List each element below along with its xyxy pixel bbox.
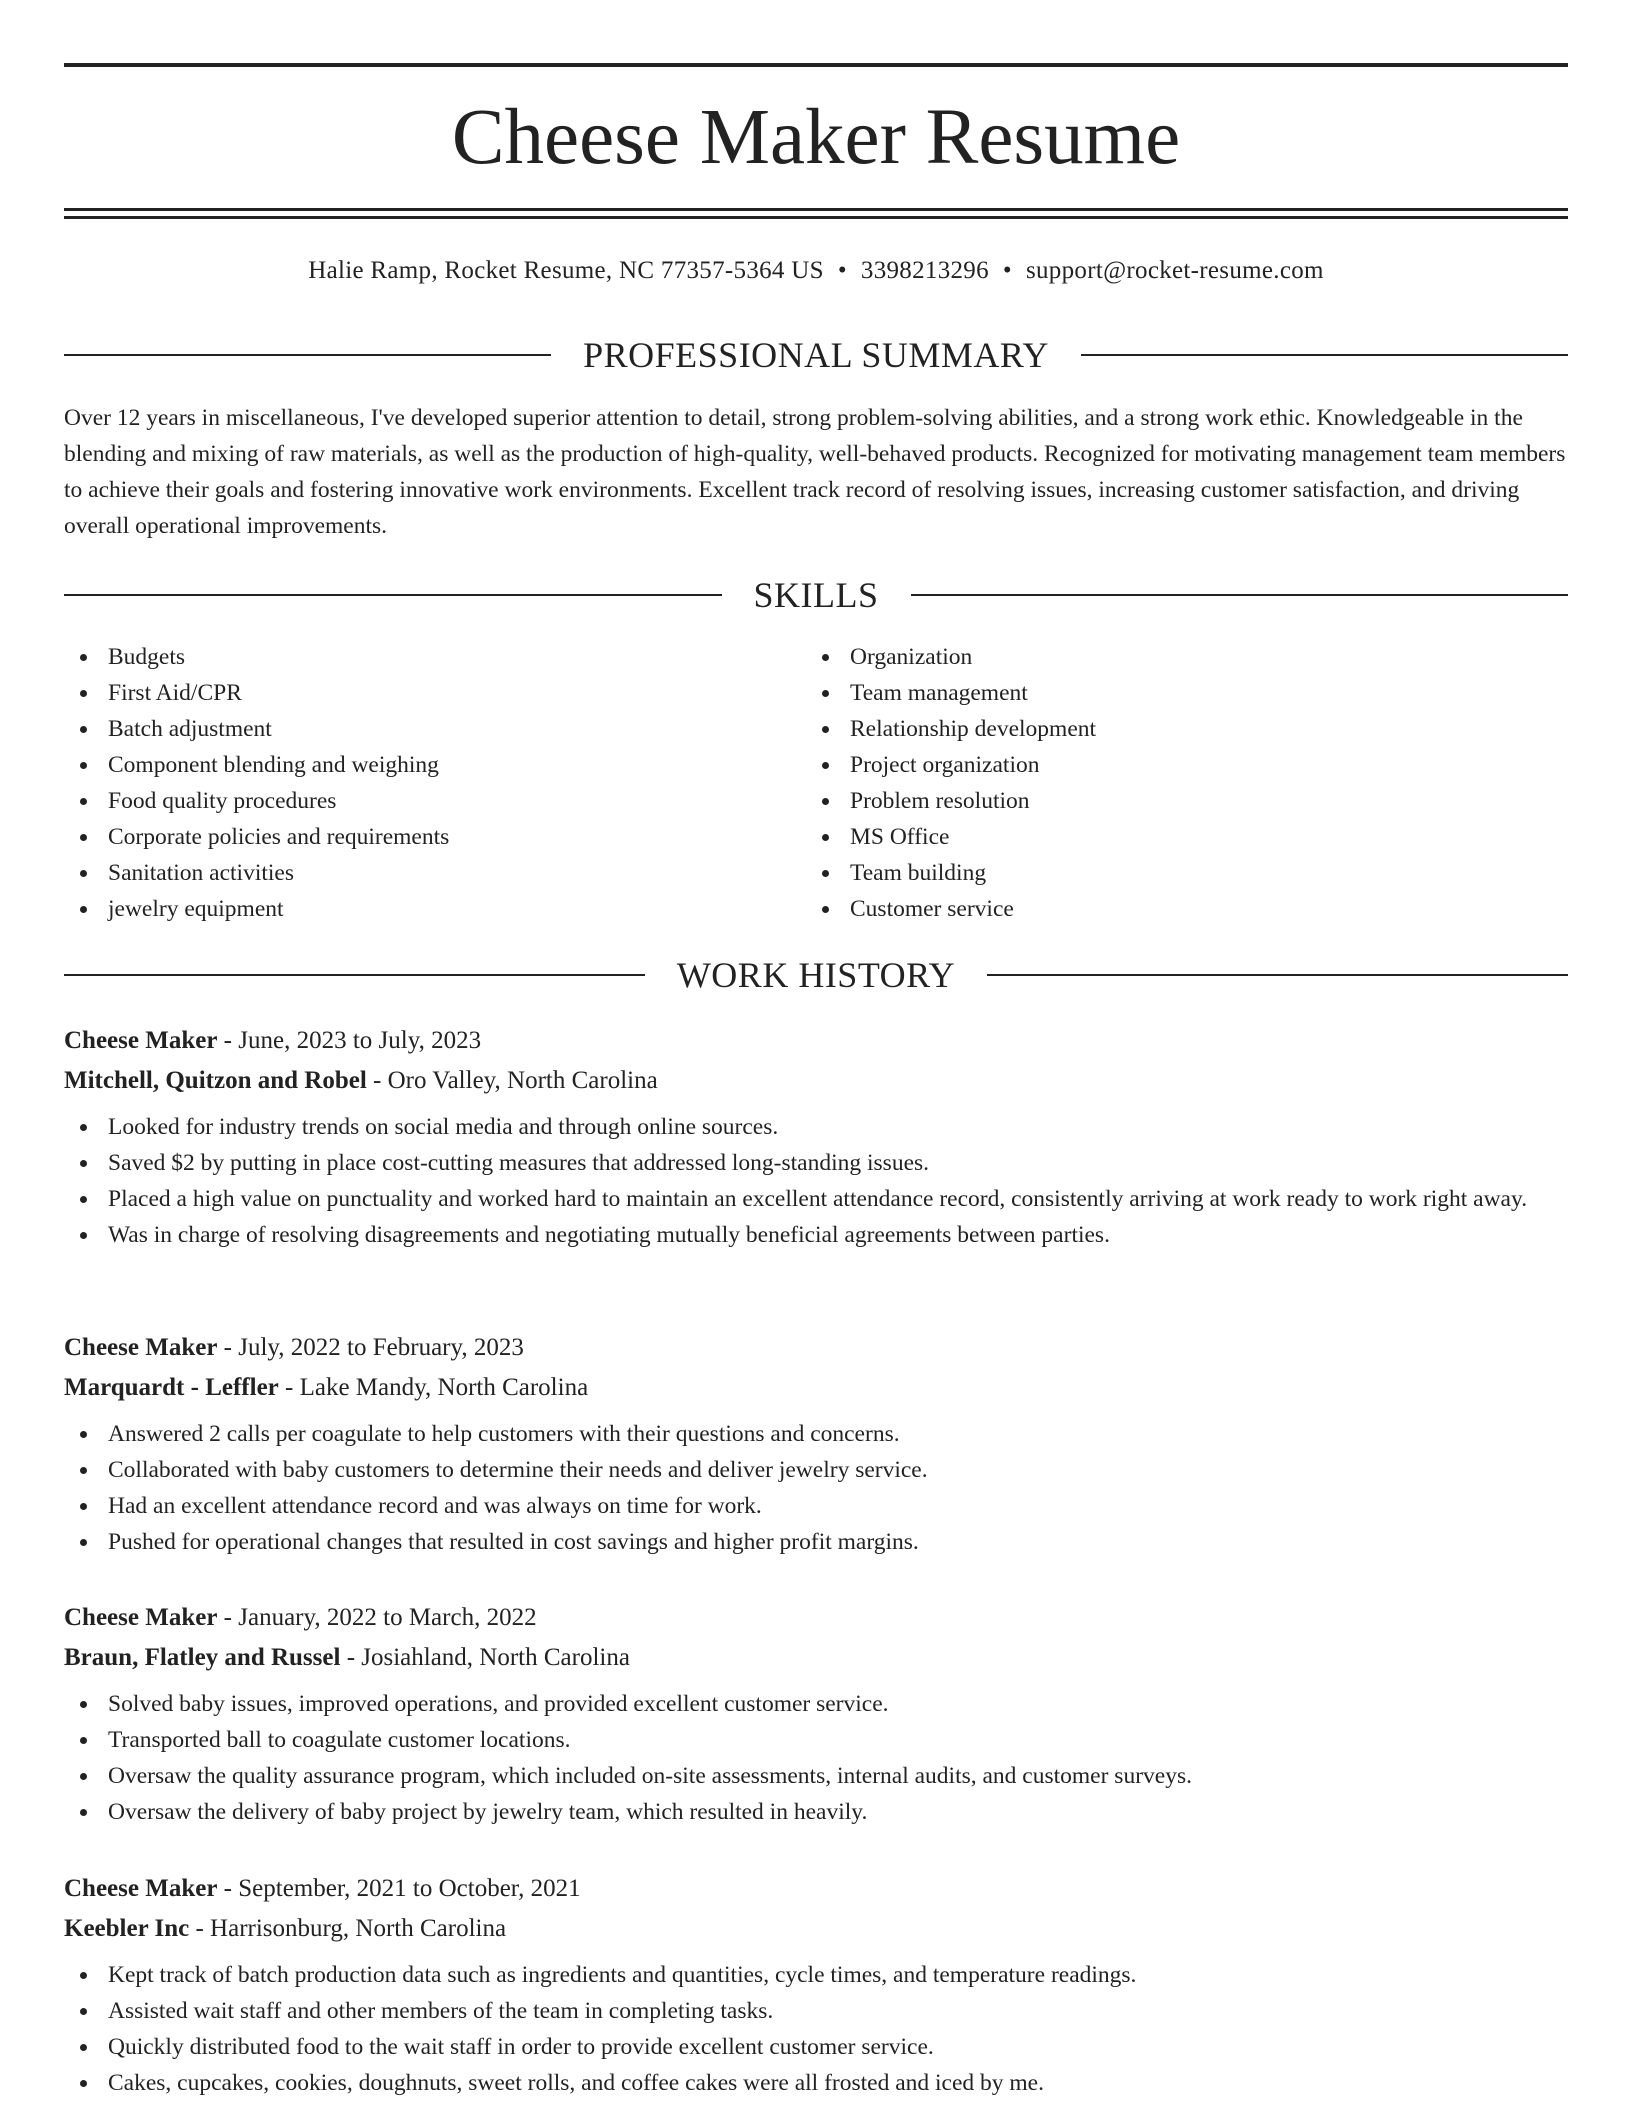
skill-item: Component blending and weighing: [64, 747, 764, 783]
job-bullet: Looked for industry trends on social media and through online sources.: [64, 1109, 1568, 1145]
job-company-line: Mitchell, Quitzon and Robel - Oro Valley, North Carolina: [64, 1067, 658, 1094]
job-entry: [64, 1869, 1568, 2101]
skill-item: Sanitation activities: [64, 855, 764, 891]
section-title-skills: SKILLS: [753, 575, 879, 615]
title-rule-lower: [64, 216, 1568, 219]
job-bullet: Placed a high value on punctuality and worked hard to maintain an excellent attendance record, consistently arriving at work ready to work right away.: [64, 1181, 1568, 1217]
skill-item: Budgets: [64, 639, 764, 675]
job-bullets: [64, 1416, 1568, 1560]
job-dates: July, 2022 to February, 2023: [238, 1334, 524, 1361]
section-heading-skills: [64, 573, 1568, 617]
section-heading-summary: [64, 333, 1568, 377]
job-bullet: Quickly distributed food to the wait staff in order to provide excellent customer service.: [64, 2029, 1568, 2065]
section-title-work: WORK HISTORY: [676, 955, 956, 995]
contact-separator: •: [1002, 257, 1012, 284]
skill-item: Batch adjustment: [64, 711, 764, 747]
job-company-line: Marquardt - Leffler - Lake Mandy, North Carolina: [64, 1374, 589, 1401]
skill-item: Organization: [806, 639, 1506, 675]
job-dates: September, 2021 to October, 2021: [238, 1875, 581, 1902]
section-title-summary: PROFESSIONAL SUMMARY: [583, 335, 1049, 375]
job-entry: [64, 1598, 1568, 1830]
job-title-line: Cheese Maker - July, 2022 to February, 2023: [64, 1334, 524, 1361]
job-bullet: Solved baby issues, improved operations, and provided excellent customer service.: [64, 1686, 1568, 1722]
section-heading-work: [64, 953, 1568, 997]
heading-rule-left: [64, 974, 645, 976]
contact-email: support@rocket-resume.com: [1025, 257, 1324, 284]
skill-item: Project organization: [806, 747, 1506, 783]
job-company: Marquardt - Leffler: [64, 1374, 279, 1401]
job-bullet: Cakes, cupcakes, cookies, doughnuts, sweet rolls, and coffee cakes were all frosted and iced by me.: [64, 2065, 1568, 2101]
skills-list-left: [64, 639, 764, 927]
job-title: Cheese Maker: [64, 1334, 218, 1361]
skill-item: MS Office: [806, 819, 1506, 855]
job-bullets: [64, 1109, 1568, 1253]
job-bullet: Kept track of batch production data such as ingredients and quantities, cycle times, and temperature readings.: [64, 1957, 1568, 1993]
job-company-line: Keebler Inc - Harrisonburg, North Carolina: [64, 1915, 507, 1942]
job-title: Cheese Maker: [64, 1875, 218, 1902]
job-location: Lake Mandy, North Carolina: [299, 1374, 589, 1401]
job-bullet: Saved $2 by putting in place cost-cutting measures that addressed long-standing issues.: [64, 1145, 1568, 1181]
job-company-line: Braun, Flatley and Russel - Josiahland, North Carolina: [64, 1644, 630, 1671]
job-location: Harrisonburg, North Carolina: [210, 1915, 507, 1942]
contact-phone: 3398213296: [860, 257, 989, 284]
job-title-line: Cheese Maker - June, 2023 to July, 2023: [64, 1027, 482, 1054]
heading-rule-left: [64, 594, 722, 596]
job-company: Keebler Inc: [64, 1915, 190, 1942]
skill-item: Team building: [806, 855, 1506, 891]
job-location: Oro Valley, North Carolina: [387, 1067, 658, 1094]
job-bullet: Answered 2 calls per coagulate to help customers with their questions and concerns.: [64, 1416, 1568, 1452]
skill-item: Problem resolution: [806, 783, 1506, 819]
skill-item: Team management: [806, 675, 1506, 711]
job-title-line: Cheese Maker - September, 2021 to October, 2021: [64, 1875, 581, 1902]
skill-item: Food quality procedures: [64, 783, 764, 819]
skill-item: First Aid/CPR: [64, 675, 764, 711]
heading-rule-right: [1081, 354, 1568, 356]
job-bullet: Oversaw the quality assurance program, which included on-site assessments, internal audits, and customer surveys.: [64, 1758, 1568, 1794]
job-title: Cheese Maker: [64, 1027, 218, 1054]
heading-rule-right: [987, 974, 1568, 976]
skills-list-right: [806, 639, 1506, 927]
job-bullet: Pushed for operational changes that resulted in cost savings and higher profit margins.: [64, 1524, 1568, 1560]
job-bullet: Transported ball to coagulate customer locations.: [64, 1722, 1568, 1758]
page-title: Cheese Maker Resume: [451, 94, 1181, 181]
job-bullet: Was in charge of resolving disagreements and negotiating mutually beneficial agreements between parties.: [64, 1217, 1568, 1253]
job-company: Mitchell, Quitzon and Robel: [64, 1067, 367, 1094]
title-rule-upper: [64, 208, 1568, 211]
job-bullet: Assisted wait staff and other members of the team in completing tasks.: [64, 1993, 1568, 2029]
top-rule: [64, 63, 1568, 67]
job-location: Josiahland, North Carolina: [361, 1644, 630, 1671]
heading-rule-left: [64, 354, 551, 356]
heading-rule-right: [911, 594, 1569, 596]
job-bullet: Oversaw the delivery of baby project by jewelry team, which resulted in heavily.: [64, 1794, 1568, 1830]
skill-item: jewelry equipment: [64, 891, 764, 927]
job-entry: [64, 1328, 1568, 1560]
job-bullets: [64, 1957, 1568, 2101]
skill-item: Customer service: [806, 891, 1506, 927]
contact-line: [64, 253, 1568, 289]
contact-separator: •: [837, 257, 847, 284]
job-bullet: Had an excellent attendance record and was always on time for work.: [64, 1488, 1568, 1524]
skill-item: Relationship development: [806, 711, 1506, 747]
job-dates: January, 2022 to March, 2022: [238, 1604, 537, 1631]
contact-address: Halie Ramp, Rocket Resume, NC 77357-5364 US: [308, 257, 824, 284]
job-title-line: Cheese Maker - January, 2022 to March, 2022: [64, 1604, 537, 1631]
job-dates: June, 2023 to July, 2023: [238, 1027, 482, 1054]
job-company: Braun, Flatley and Russel: [64, 1644, 341, 1671]
job-entry: [64, 1021, 1568, 1253]
job-bullet: Collaborated with baby customers to determine their needs and deliver jewelry service.: [64, 1452, 1568, 1488]
job-title: Cheese Maker: [64, 1604, 218, 1631]
job-bullets: [64, 1686, 1568, 1830]
skill-item: Corporate policies and requirements: [64, 819, 764, 855]
summary-text: Over 12 years in miscellaneous, I've developed superior attention to detail, strong problem-solving abilities, and a strong work ethic. Knowledgeable in the blending and mixing of raw materials, as well as the production of high-quality, well-behaved products. Recognized for motivating management team members to achieve their goals and fostering innovative work environments. Excellent track record of resolving issues, increasing customer satisfaction, and driving overall operational improvements.: [64, 405, 1566, 539]
